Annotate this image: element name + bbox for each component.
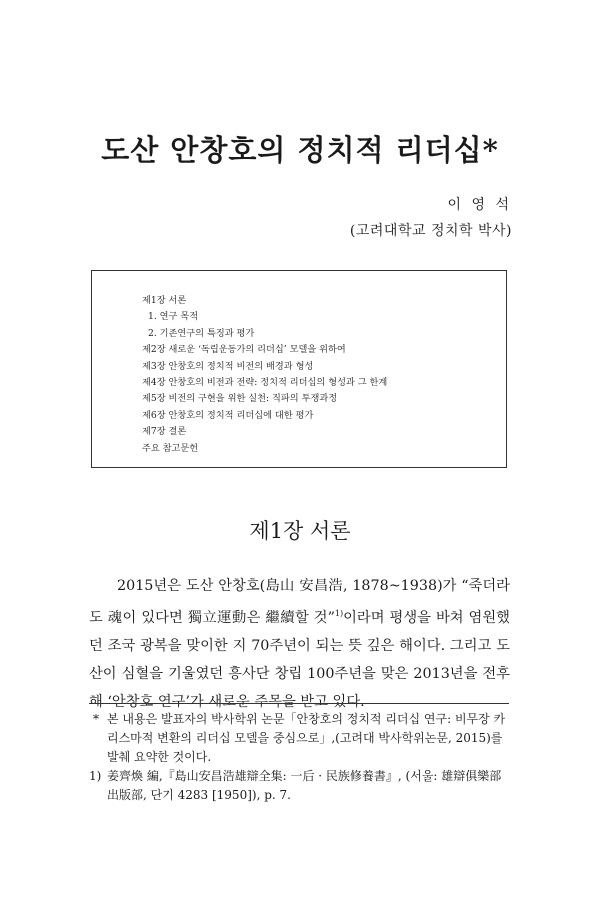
toc-item: 1. 연구 목적	[148, 311, 199, 323]
body-paragraph	[89, 572, 510, 716]
footnote-mark: 1)	[89, 769, 102, 783]
toc-item: 제3장 안창호의 정치적 비전의 배경과 형성	[142, 360, 314, 372]
chapter-heading: 제1장 서론	[249, 519, 351, 543]
footnote-text: 본 내용은 발표자의 박사학위 논문「안창호의 정치적 리더십 연구: 비무장 카리스마적 변환의 리더십 모델을 중심으로」,(고려대 박사학위논문, 2015)를 발췌 요약한 것이다.	[107, 712, 506, 764]
footnote-1	[89, 767, 510, 805]
author-affiliation: (고려대학교 정치학 박사)	[349, 223, 512, 239]
toc-item: 주요 참고문헌	[142, 442, 199, 454]
toc-item: 2. 기존연구의 특징과 평가	[148, 327, 255, 339]
toc-item: 제6장 안창호의 정치적 리더십에 대한 평가	[142, 409, 314, 421]
footnote-star	[89, 710, 510, 767]
toc-item: 제2장 새로운 ‘독립운동가의 리더십’ 모델을 위하여	[142, 344, 346, 356]
table-of-contents	[91, 270, 507, 468]
author-name: 이 영 석	[447, 197, 512, 213]
footnote-divider	[89, 703, 509, 704]
toc-item: 제5장 비전의 구현을 위한 실천: 직파의 투쟁과정	[142, 393, 338, 405]
toc-list	[142, 293, 387, 457]
footnote-ref-1[interactable]: 1)	[334, 609, 344, 618]
paragraph-text-part2: 이라며 평생을 바쳐 염원했던 조국 광복을 맞이한 지 70주년이 되는 뜻 깊은 해이다. 그리고 도산이 심혈을 기울였던 흥사단 창립 100주년을 맞은 2013년을 전후해 ‘안창호 연구’가 새로운 주목을 받고 있다.	[89, 609, 510, 710]
footnotes	[89, 710, 510, 805]
page-title: 도산 안창호의 정치적 리더십*	[101, 133, 499, 167]
toc-item: 제7장 결론	[142, 426, 187, 438]
toc-item: 제1장 서론	[142, 295, 187, 306]
footnote-mark: *	[93, 712, 99, 726]
footnote-text: 姜齊煥 編,『島山安昌浩雄辯全集: 一后 · 民族修養書』, (서울: 雄辯俱樂部出版部, 단기 4283 [1950]), p. 7.	[107, 769, 502, 802]
paragraph-text-part1: 2015년은 도산 안창호(島山 安昌浩, 1878~1938)가 “죽더라도 魂이 있다면 獨立運動은 繼續할 것”	[89, 578, 510, 626]
toc-item: 제4장 안창호의 비전과 전략: 정치적 리더십의 형성과 그 한계	[142, 377, 388, 389]
